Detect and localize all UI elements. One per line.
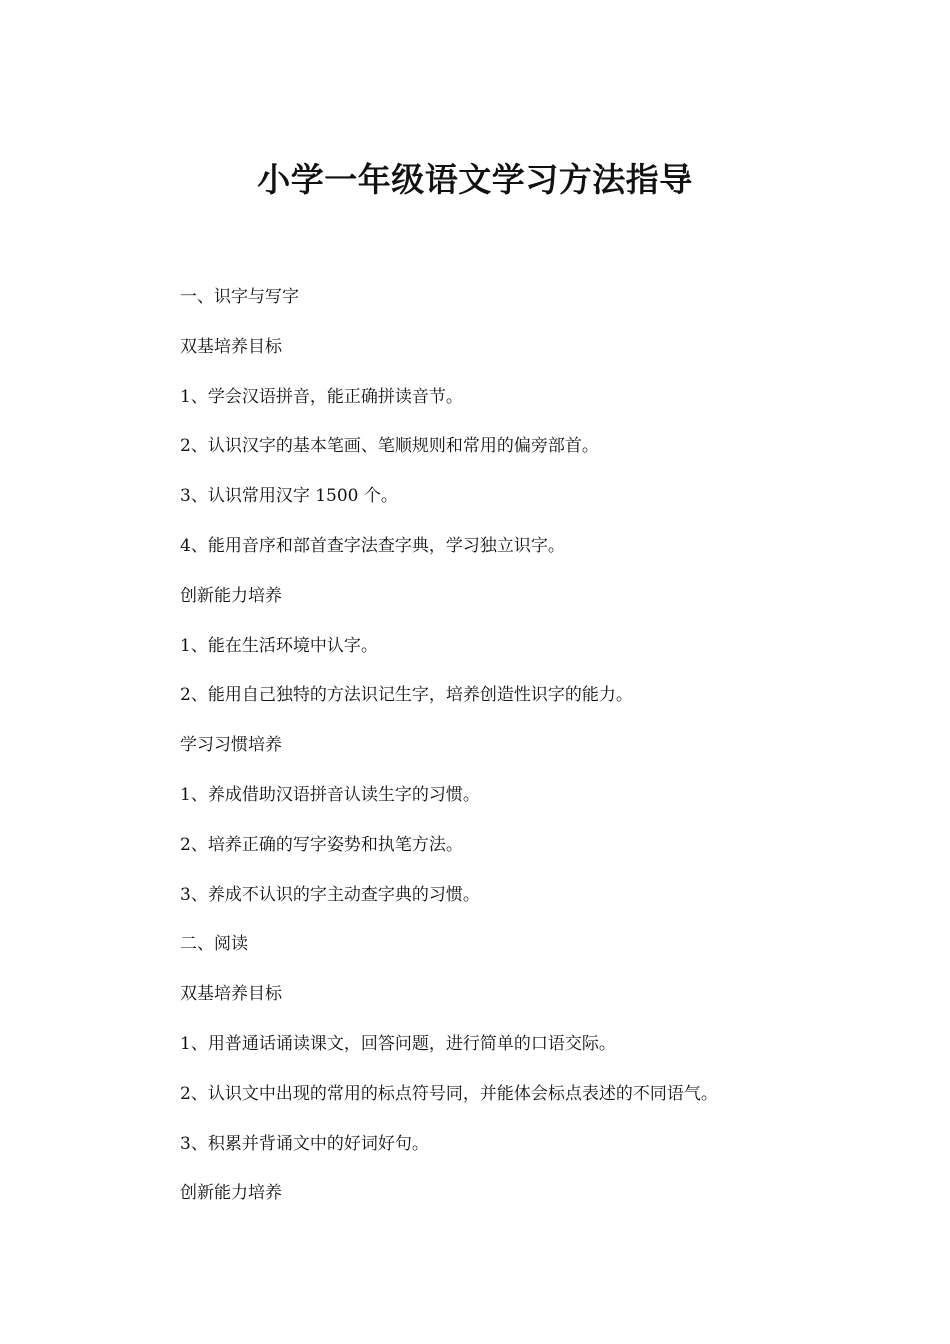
section-heading-literacy: 一、识字与写字 bbox=[180, 287, 299, 307]
subheading-innovation: 创新能力培养 bbox=[180, 585, 282, 606]
subheading-basic-goals: 双基培养目标 bbox=[180, 984, 282, 1005]
subheading-habits: 学习习惯培养 bbox=[180, 735, 282, 756]
list-item: 2、能用自己独特的方法识记生字，培养创造性识字的能力。 bbox=[180, 685, 633, 706]
list-item: 2、培养正确的写字姿势和执笔方法。 bbox=[180, 834, 463, 855]
document-title: 小学一年级语文学习方法指导 bbox=[257, 160, 693, 199]
subheading-innovation: 创新能力培养 bbox=[180, 1183, 282, 1204]
list-item: 1、学会汉语拼音，能正确拼读音节。 bbox=[180, 386, 463, 407]
list-item: 1、能在生活环境中认字。 bbox=[180, 635, 378, 656]
section-heading-reading: 二、阅读 bbox=[180, 934, 248, 955]
document-body bbox=[180, 282, 880, 1228]
list-item: 3、积累并背诵文中的好词好句。 bbox=[180, 1133, 429, 1154]
list-item: 1、用普通话诵读课文，回答问题，进行简单的口语交际。 bbox=[180, 1033, 616, 1054]
list-item: 4、能用音序和部首查字法查字典，学习独立识字。 bbox=[180, 535, 565, 556]
subheading-basic-goals: 双基培养目标 bbox=[180, 336, 282, 357]
list-item: 2、认识汉字的基本笔画、笔顺规则和常用的偏旁部首。 bbox=[180, 436, 599, 457]
list-item: 2、认识文中出现的常用的标点符号同，并能体会标点表述的不同语气。 bbox=[180, 1083, 718, 1104]
list-item: 3、认识常用汉字 1500 个。 bbox=[180, 486, 398, 507]
list-item: 3、养成不认识的字主动查字典的习惯。 bbox=[180, 884, 480, 905]
list-item: 1、养成借助汉语拼音认读生字的习惯。 bbox=[180, 784, 480, 805]
